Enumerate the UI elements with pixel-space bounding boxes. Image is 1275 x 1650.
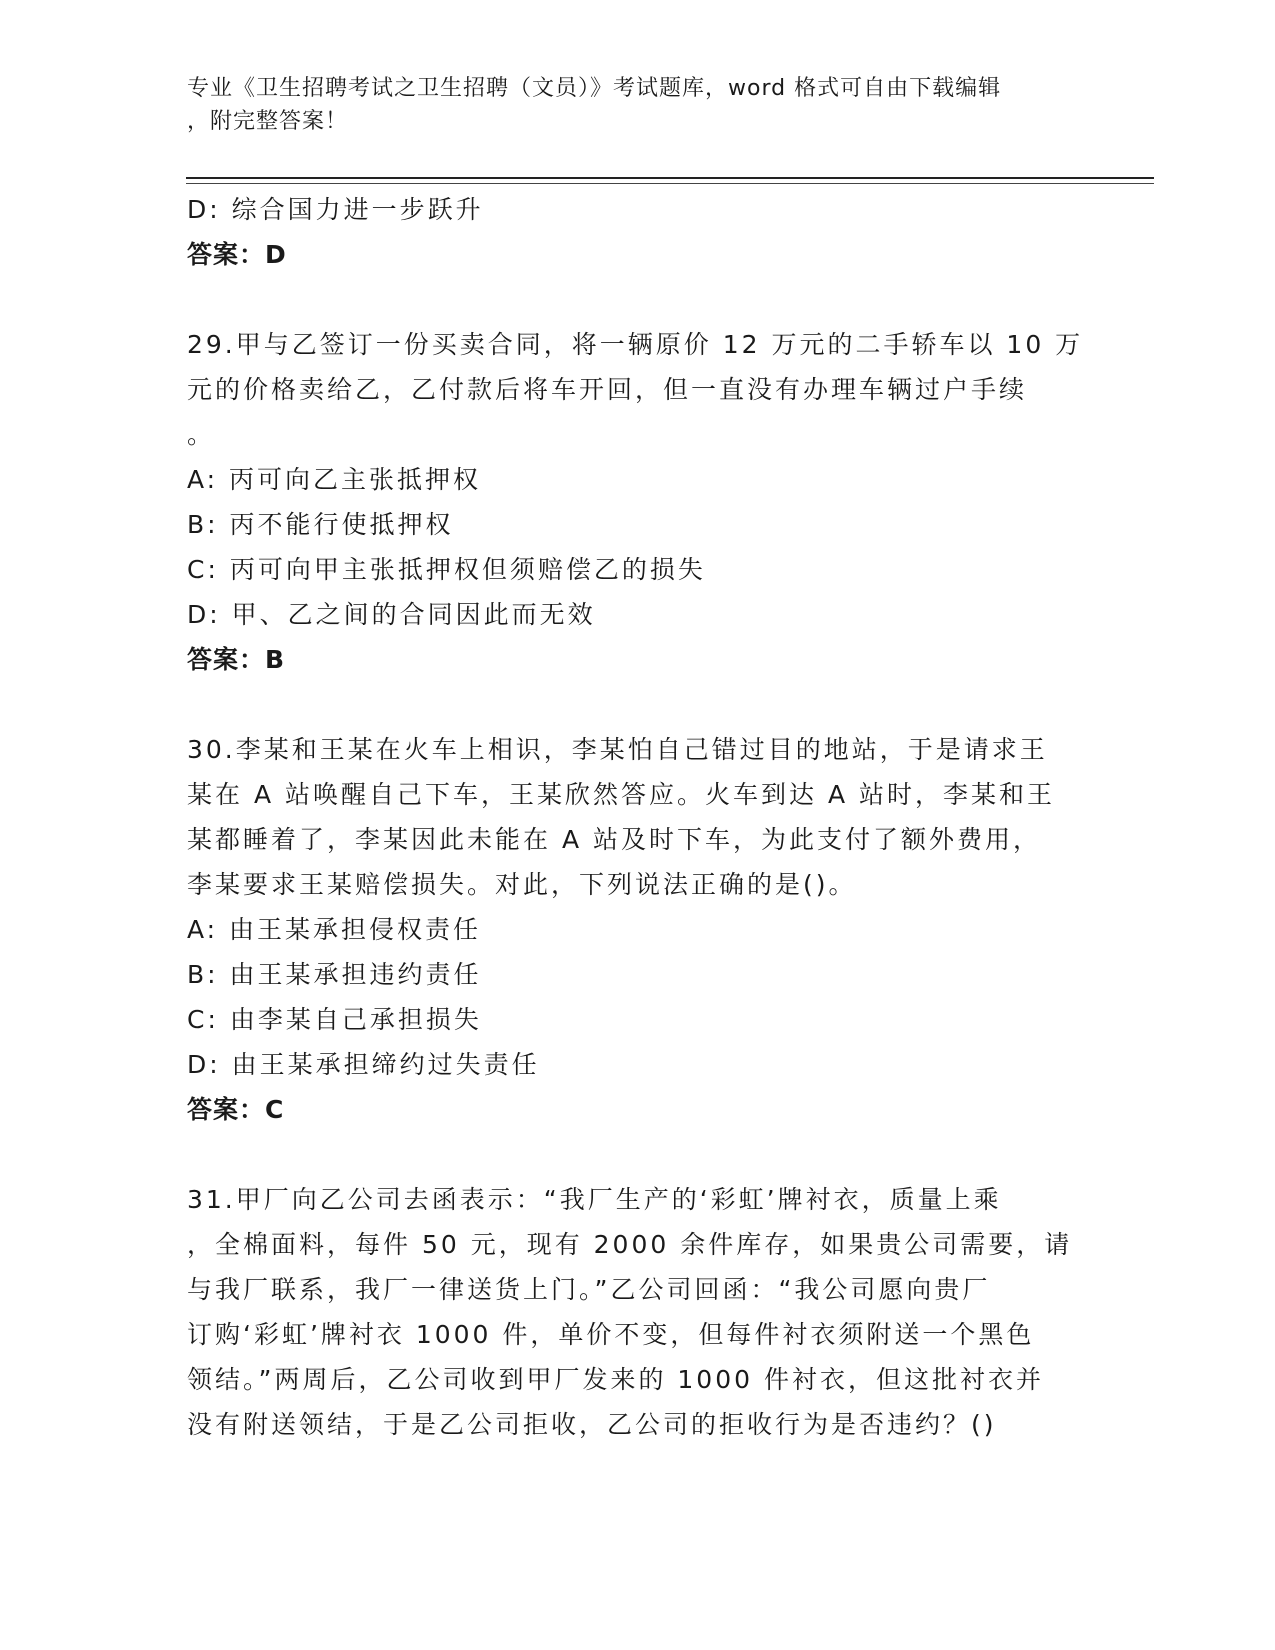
q30-answer: 答案：C	[187, 1095, 285, 1124]
q30-stem-line-3: 某都睡着了，李某因此未能在 A 站及时下车，为此支付了额外费用，	[187, 825, 1041, 854]
q31-stem-line-1: 31.甲厂向乙公司去函表示：“我厂生产的‘彩虹’牌衬衣，质量上乘	[187, 1185, 1002, 1214]
q29-option-b: B: 丙不能行使抵押权	[187, 510, 454, 539]
header-divider-thin	[186, 183, 1154, 184]
q31-stem-line-3: 与我厂联系，我厂一律送货上门。”乙公司回函：“我公司愿向贵厂	[187, 1275, 991, 1304]
q30-option-b: B: 由王某承担违约责任	[187, 960, 482, 989]
q31-stem-line-6: 没有附送领结，于是乙公司拒收，乙公司的拒收行为是否违约？()	[187, 1410, 997, 1439]
question-29-stem	[187, 322, 1084, 457]
question-30-stem	[187, 727, 1067, 907]
q31-stem-line-5: 领结。”两周后，乙公司收到甲厂发来的 1000 件衬衣，但这批衬衣并	[187, 1365, 1044, 1394]
q30-stem-line-4: 李某要求王某赔偿损失。对此，下列说法正确的是()。	[187, 870, 857, 899]
header-divider-thick	[186, 177, 1154, 179]
prev-option-d: D: 综合国力进一步跃升	[187, 195, 484, 224]
prev-answer: 答案：D	[187, 240, 287, 269]
q29-stem-line-1: 29.甲与乙签订一份买卖合同，将一辆原价 12 万元的二手轿车以 10 万	[187, 330, 1084, 359]
q31-stem-line-2: ，全棉面料，每件 50 元，现有 2000 余件库存，如果贵公司需要，请	[187, 1230, 1073, 1259]
q30-option-d: D: 由王某承担缔约过失责任	[187, 1050, 540, 1079]
question-content	[187, 187, 1087, 1447]
q30-stem-line-2: 某在 A 站唤醒自己下车，王某欣然答应。火车到达 A 站时，李某和王	[187, 780, 1055, 809]
spacer	[187, 1132, 1087, 1177]
q31-stem-line-4: 订购‘彩虹’牌衬衣 1000 件，单价不变，但每件衬衣须附送一个黑色	[187, 1320, 1035, 1349]
spacer	[187, 682, 1087, 727]
q30-option-a: A: 由王某承担侵权责任	[187, 915, 482, 944]
header-line-1: 专业《卫生招聘考试之卫生招聘（文员）》考试题库，word 格式可自由下载编辑	[187, 76, 1002, 101]
q29-stem-line-3: 。	[187, 420, 216, 449]
q30-stem-line-1: 30.李某和王某在火车上相识，李某怕自己错过目的地站，于是请求王	[187, 735, 1048, 764]
q29-answer: 答案：B	[187, 645, 286, 674]
q30-option-c: C: 由李某自己承担损失	[187, 1005, 482, 1034]
q29-option-a: A: 丙可向乙主张抵押权	[187, 465, 482, 494]
page-header	[187, 72, 1067, 138]
q29-option-c: C: 丙可向甲主张抵押权但须赔偿乙的损失	[187, 555, 706, 584]
header-line-2: ，附完整答案！	[187, 109, 349, 134]
question-31-stem	[187, 1177, 1073, 1447]
q29-stem-line-2: 元的价格卖给乙，乙付款后将车开回，但一直没有办理车辆过户手续	[187, 375, 1028, 404]
q29-option-d: D: 甲、乙之间的合同因此而无效	[187, 600, 596, 629]
spacer	[187, 277, 1087, 322]
